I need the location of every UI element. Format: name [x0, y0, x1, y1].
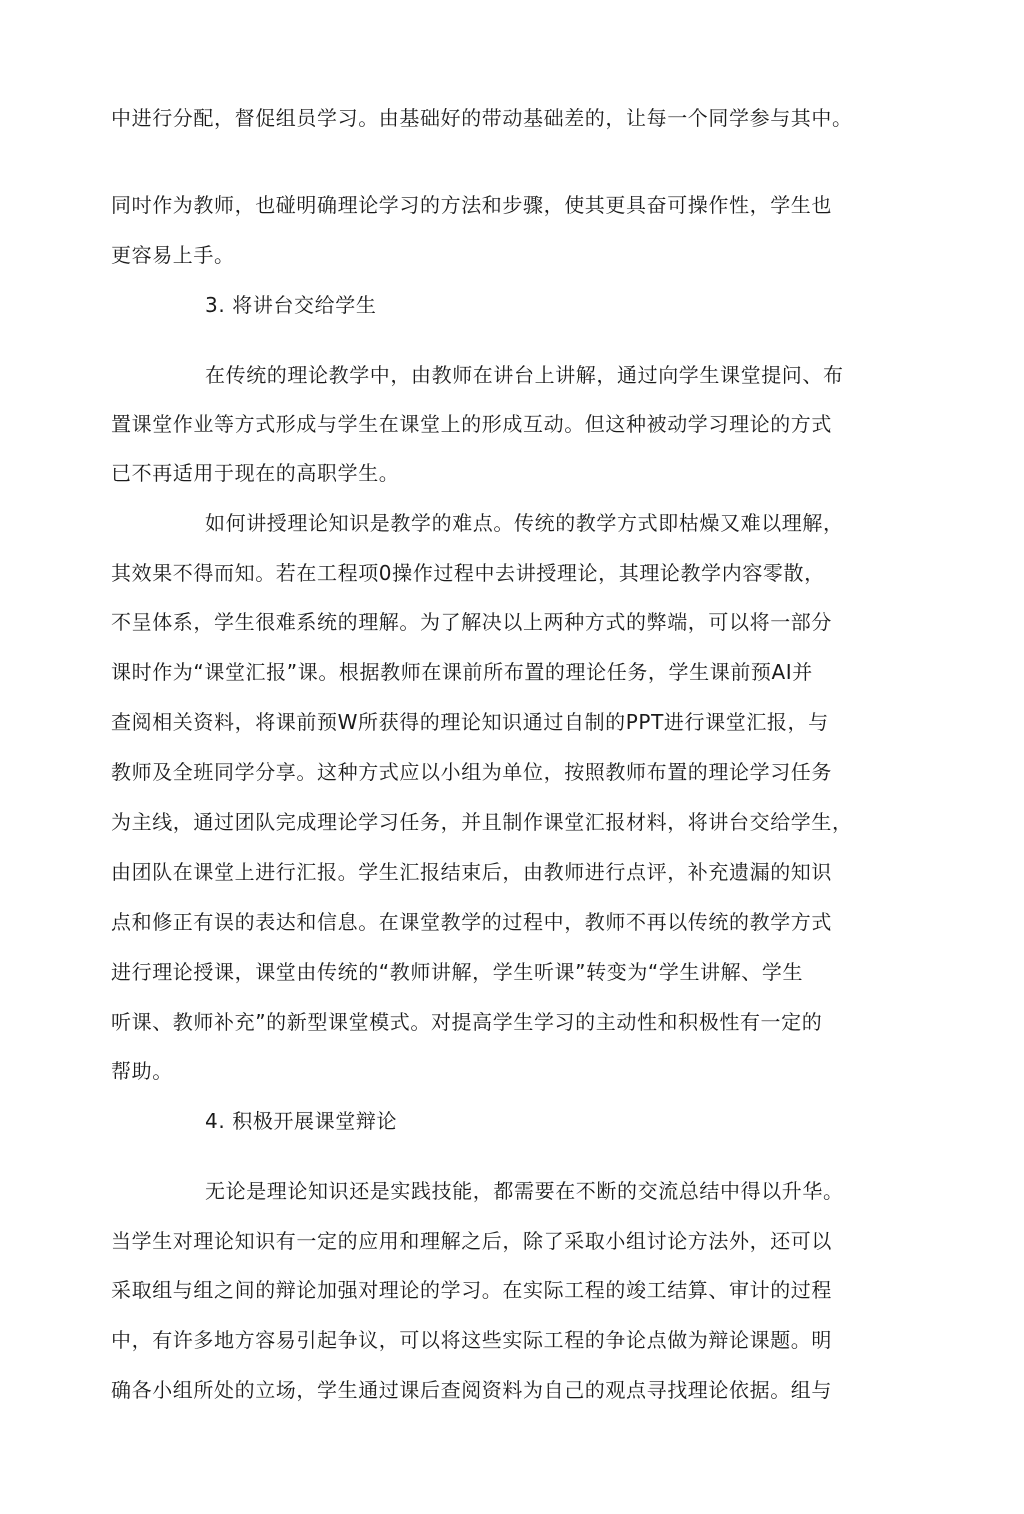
paragraph-line: 课时作为“课堂汇报”课。根据教师在课前所布置的理论任务，学生课前预AI并	[111, 660, 813, 684]
paragraph-line: 采取组与组之间的辩论加强对理论的学习。在实际工程的竣工结算、审计的过程	[111, 1278, 832, 1302]
paragraph-line: 在传统的理论教学中，由教师在讲台上讲解，通过向学生课堂提问、布	[205, 363, 844, 387]
paragraph-line: 为主线，通过团队完成理论学习任务，并且制作课堂汇报材料，将讲台交给学生，	[111, 810, 853, 834]
paragraph-line: 教师及全班同学分享。这种方式应以小组为单位，按照教师布置的理论学习任务	[111, 760, 832, 784]
paragraph-line: 同吋作为教师，也碰明确理论学习的方法和步骤，使其更具奋可操作性，学生也	[111, 193, 832, 217]
paragraph-line: 置课堂作业等方式形成与学生在课堂上的形成互动。但这种被动学习理论的方式	[111, 412, 832, 436]
paragraph-line: 查阅相关资料，将课前预W所获得的理论知识通过自制的PPT进行课堂汇报，与	[111, 710, 829, 734]
paragraph-line: 帮助。	[111, 1059, 173, 1083]
section-heading-4: 4. 积极开展课堂辩论	[205, 1109, 398, 1133]
paragraph-line: 确各小组所处的立场，学生通过课后查阅资料为自己的观点寻找理论依据。组与	[111, 1378, 832, 1402]
paragraph-line: 点和修正有误的表达和信息。在课堂教学的过程中，教师不再以传统的教学方式	[111, 910, 832, 934]
paragraph-line: 由团队在课堂上进行汇报。学生汇报结束后，由教师进行点评，补充遗漏的知识	[111, 860, 832, 884]
paragraph-line: 其效果不得而知。若在工程项0操作过程中去讲授理论，其理论教学内容零散，	[111, 561, 825, 585]
section-heading-3: 3. 将讲台交给学生	[205, 293, 377, 317]
paragraph-line: 更容易上手。	[111, 243, 235, 267]
paragraph-line: 已不再适用于现在的高职学生。	[111, 461, 400, 485]
paragraph-line: 进行理论授课，课堂由传统的“教师讲解，学生听课”转变为“学生讲解、学生	[111, 960, 804, 984]
paragraph-line: 如何讲授理论知识是教学的难点。传统的教学方式即枯燥又难以理解，	[205, 511, 844, 535]
paragraph-line: 中进行分配，督促组员学习。由基础好的带动基础差的，让每一个同学参与其中。	[111, 106, 853, 130]
paragraph-line: 不呈体系，学生很难系统的理解。为了解决以上两种方式的弊端，可以将一部分	[111, 610, 832, 634]
paragraph-line: 当学生对理论知识有一定的应用和理解之后，除了采取小组讨论方法外，还可以	[111, 1229, 832, 1253]
paragraph-line: 听课、教师补充”的新型课堂模式。对提高学生学习的主动性和积极性有一定的	[111, 1010, 823, 1034]
paragraph-line: 中，有许多地方容易引起争议，可以将这些实际工程的争论点做为辩论课题。明	[111, 1328, 832, 1352]
paragraph-line: 无论是理论知识还是实践技能，都需要在不断的交流总结中得以升华。	[205, 1179, 844, 1203]
